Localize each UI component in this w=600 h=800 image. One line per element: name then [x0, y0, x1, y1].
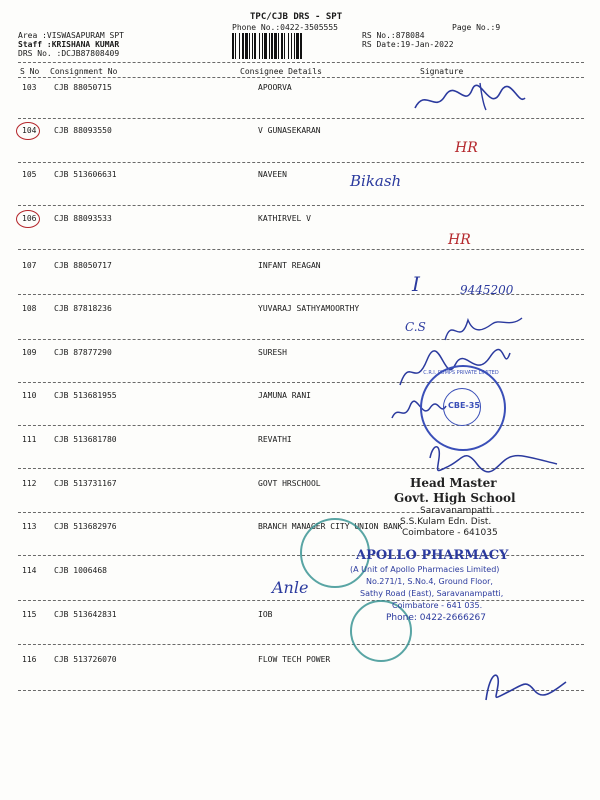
row-consignment: CJB 513681955 — [54, 391, 117, 400]
row-sno: 107 — [22, 261, 37, 270]
handwritten-signature: Anle — [272, 578, 309, 597]
barcode-bar — [284, 33, 285, 59]
area-label: Area :VISWASAPURAM SPT — [18, 31, 124, 40]
row-consignee: APOORVA — [258, 83, 292, 92]
row-consignee: JAMUNA RANI — [258, 391, 311, 400]
school-stamp-line1: Head Master — [410, 476, 497, 490]
barcode-bar — [294, 33, 295, 59]
apollo-stamp-line4: Sathy Road (East), Saravanampatti, — [360, 589, 504, 598]
barcode-bar — [269, 33, 270, 59]
row-consignee: GOVT HRSCHOOL — [258, 479, 321, 488]
row-sno: 108 — [22, 304, 37, 313]
row-consignment: CJB 513726070 — [54, 655, 117, 664]
handwritten-initials: C.S — [405, 320, 426, 334]
signature-scribble — [410, 78, 530, 118]
row-sno: 110 — [22, 391, 37, 400]
school-stamp-line2: Govt. High School — [394, 491, 516, 505]
header-divider-top — [18, 62, 584, 63]
row-sno: 111 — [22, 435, 37, 444]
row-consignment: CJB 87818236 — [54, 304, 112, 313]
barcode-bar — [274, 33, 277, 59]
row-sno: 109 — [22, 348, 37, 357]
col-signature: Signature — [420, 67, 464, 76]
row-consignment: CJB 88093550 — [54, 126, 112, 135]
barcode-bar — [300, 33, 302, 59]
barcode-bar — [281, 33, 283, 59]
phone-number: Phone No.:0422-3505555 — [232, 23, 338, 32]
row-consignment: CJB 513606631 — [54, 170, 117, 179]
barcode-bar — [262, 33, 263, 59]
row-divider — [18, 205, 584, 206]
handwritten-hr: HR — [448, 232, 471, 248]
barcode-bar — [288, 33, 289, 59]
row-consignee: NAVEEN — [258, 170, 287, 179]
barcode-bar — [232, 33, 234, 59]
row-consignment: CJB 1006468 — [54, 566, 107, 575]
barcode-bar — [254, 33, 256, 59]
row-consignee: KATHIRVEL V — [258, 214, 311, 223]
row-divider — [18, 600, 584, 601]
row-consignee: YUVARAJ SATHYAMOORTHY — [258, 304, 360, 313]
handwritten-phone: 9445200 — [460, 283, 514, 297]
row-sno: 112 — [22, 479, 37, 488]
signature-scribble — [478, 660, 573, 710]
barcode-bar — [296, 33, 299, 59]
drs-number: DRS No. :DCJB87808409 — [18, 49, 120, 58]
apollo-stamp-line5: Coimbatore - 641 035. — [392, 601, 483, 610]
barcode-bar — [252, 33, 253, 59]
row-sno: 106 — [22, 214, 37, 223]
row-divider — [18, 118, 584, 119]
handwritten-initial: I — [412, 272, 420, 296]
row-consignee: REVATHI — [258, 435, 292, 444]
table-row — [0, 261, 600, 281]
row-sno: 115 — [22, 610, 37, 619]
barcode-bar — [278, 33, 279, 59]
handwritten-hr: HR — [455, 140, 478, 156]
school-stamp-line3: Saravanampatti — [420, 506, 493, 516]
rs-date: RS Date:19-Jan-2022 — [362, 40, 454, 49]
apollo-stamp-line2: (A Unit of Apollo Pharmacies Limited) — [350, 565, 500, 574]
col-sno: S No — [20, 67, 40, 76]
table-row — [0, 170, 600, 190]
page-number: Page No.:9 — [452, 23, 501, 32]
row-consignment: CJB 88093533 — [54, 214, 112, 223]
row-sno: 114 — [22, 566, 37, 575]
rs-number: RS No.:878084 — [362, 31, 425, 40]
barcode-bar — [264, 33, 267, 59]
row-sno: 113 — [22, 522, 37, 531]
row-consignment: CJB 88050717 — [54, 261, 112, 270]
signature-scribble — [440, 310, 530, 350]
handwritten-name: Bikash — [350, 172, 402, 190]
table-row — [0, 610, 600, 630]
barcode-bar — [245, 33, 248, 59]
row-consignment: CJB 513681780 — [54, 435, 117, 444]
barcode-bar — [235, 33, 236, 59]
apollo-stamp-line3: No.271/1, S.No.4, Ground Floor, — [366, 577, 493, 586]
row-consignee: INFANT REAGAN — [258, 261, 321, 270]
barcode — [230, 33, 354, 59]
barcode-bar — [259, 33, 260, 59]
table-row — [0, 214, 600, 234]
row-sno: 116 — [22, 655, 37, 664]
barcode-bar — [271, 33, 273, 59]
stamp-center-text: CBE-35 — [448, 401, 480, 410]
col-consignee: Consignee Details — [240, 67, 322, 76]
apollo-stamp-line1: APOLLO PHARMACY — [356, 548, 509, 563]
school-stamp-line5: Coimbatore - 641035 — [402, 528, 498, 538]
barcode-bar — [242, 33, 244, 59]
row-consignee: BRANCH MANAGER CITY UNION BANK — [258, 522, 403, 531]
row-consignee: V GUNASEKARAN — [258, 126, 321, 135]
apollo-stamp-line6: Phone: 0422-2666267 — [386, 613, 487, 623]
table-row — [0, 126, 600, 146]
row-divider — [18, 162, 584, 163]
col-consignment: Consignment No — [50, 67, 118, 76]
row-consignee: FLOW TECH POWER — [258, 655, 331, 664]
row-consignee: SURESH — [258, 348, 287, 357]
staff-label: Staff :KRISHANA KUMAR — [18, 40, 120, 49]
red-circle-mark — [16, 210, 40, 228]
barcode-bar — [239, 33, 240, 59]
row-consignment: CJB 513682976 — [54, 522, 117, 531]
row-divider — [18, 644, 584, 645]
row-divider — [18, 512, 584, 513]
sheet-title: TPC/CJB DRS - SPT — [250, 12, 343, 22]
barcode-bar — [291, 33, 292, 59]
row-consignment: CJB 88050715 — [54, 83, 112, 92]
table-row — [0, 522, 600, 542]
red-circle-mark — [16, 122, 40, 140]
row-sno: 104 — [22, 126, 37, 135]
row-consignment: CJB 513642831 — [54, 610, 117, 619]
row-sno: 105 — [22, 170, 37, 179]
school-stamp-line4: S.S.Kulam Edn. Dist. — [400, 517, 492, 527]
stamp-ring-text: C.R.I. PUMPS PRIVATE LIMITED — [423, 370, 499, 376]
row-consignee: IOB — [258, 610, 273, 619]
row-consignment: CJB 513731167 — [54, 479, 117, 488]
row-sno: 103 — [22, 83, 37, 92]
row-consignment: CJB 87877290 — [54, 348, 112, 357]
row-divider — [18, 249, 584, 250]
barcode-bar — [249, 33, 250, 59]
